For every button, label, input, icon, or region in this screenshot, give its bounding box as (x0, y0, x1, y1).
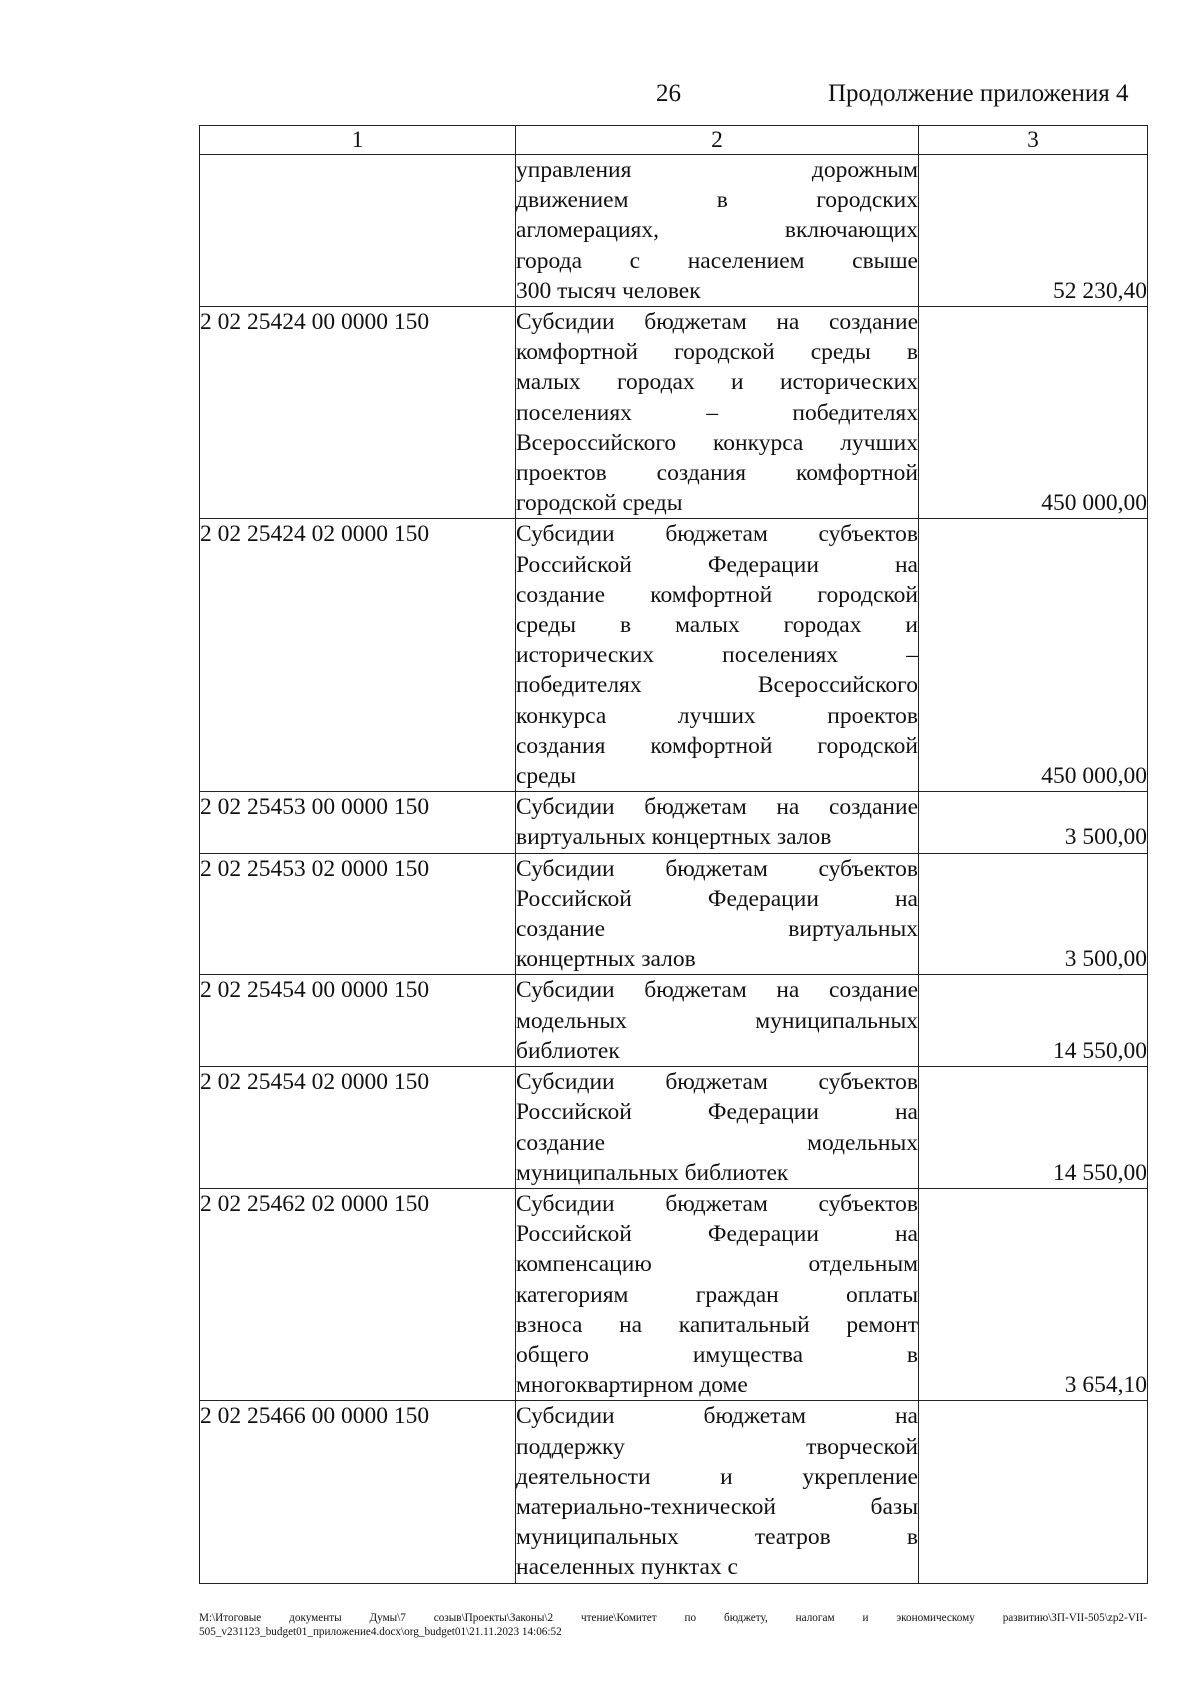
description-line: среды (516, 763, 577, 790)
description-line: конкурса лучших проектов (516, 702, 918, 729)
description-line: поселениях – победителях (516, 399, 918, 426)
description-line: создания комфортной городской (516, 732, 918, 759)
table-header-row (200, 126, 1148, 155)
income-code-cell: 2 02 25453 00 0000 150 (200, 792, 516, 853)
description-line: комфортной городской среды в (516, 339, 918, 366)
table-row (200, 975, 1148, 1067)
description-cell (516, 853, 919, 975)
description-cell (516, 792, 919, 853)
description-line: Российской Федерации на (516, 551, 918, 578)
description-line: поддержку творческой (516, 1433, 918, 1460)
description-line: концертных залов (516, 946, 696, 973)
description-line: победителях Всероссийского (516, 672, 918, 699)
income-code-cell: 2 02 25466 00 0000 150 (200, 1401, 516, 1583)
description-line: Субсидии бюджетам на создание (516, 309, 918, 336)
description-line: компенсацию отдельным (516, 1251, 918, 1278)
continuation-label: Продолжение приложения 4 (828, 80, 1129, 107)
description-line: общего имущества в (516, 1341, 918, 1368)
description-line: Субсидии бюджетам на создание (516, 977, 918, 1004)
table-row (200, 853, 1148, 975)
description-line: исторических поселениях – (516, 642, 918, 669)
column-header-1: 1 (200, 126, 516, 155)
income-code-cell: 2 02 25454 02 0000 150 (200, 1067, 516, 1189)
description-line: Российской Федерации на (516, 1221, 918, 1248)
description-line: взноса на капитальный ремонт (516, 1311, 918, 1338)
description-line: Субсидии бюджетам субъектов (516, 1069, 918, 1096)
page-number: 26 (656, 80, 681, 107)
description-line: Российской Федерации на (516, 885, 918, 912)
description-line: категориям граждан оплаты (516, 1281, 918, 1308)
income-code-cell (200, 155, 516, 307)
description-cell (516, 1401, 919, 1583)
table-row (200, 792, 1148, 853)
amount-cell (919, 1401, 1148, 1583)
budget-table (199, 125, 1148, 1584)
description-line: Российской Федерации на (516, 1099, 918, 1126)
amount-cell: 14 550,00 (919, 975, 1148, 1067)
description-line: малых городах и исторических (516, 369, 918, 396)
table-row (200, 1188, 1148, 1400)
description-cell (516, 975, 919, 1067)
description-line: проектов создания комфортной (516, 460, 918, 487)
description-line: многоквартирном доме (516, 1372, 748, 1399)
income-code-cell: 2 02 25424 00 0000 150 (200, 307, 516, 519)
amount-cell: 450 000,00 (919, 307, 1148, 519)
description-line: модельных муниципальных (516, 1007, 918, 1034)
description-line: городской среды (516, 490, 683, 517)
description-cell (516, 155, 919, 307)
description-line: Всероссийского конкурса лучших (516, 429, 918, 456)
description-line: материально-технической базы (516, 1493, 918, 1520)
description-line: города с населением свыше (516, 247, 918, 274)
table-row (200, 307, 1148, 519)
description-line: деятельности и укрепление (516, 1463, 918, 1490)
amount-cell: 52 230,40 (919, 155, 1148, 307)
description-line: Субсидии бюджетам на создание (516, 794, 918, 821)
description-line: движением в городских (516, 187, 918, 214)
income-code-cell: 2 02 25454 00 0000 150 (200, 975, 516, 1067)
income-code-cell: 2 02 25453 02 0000 150 (200, 853, 516, 975)
table-row (200, 155, 1148, 307)
description-line: 300 тысяч человек (516, 277, 701, 304)
description-line: управления дорожным (516, 157, 918, 183)
description-line: создание модельных (516, 1129, 918, 1156)
description-line: муниципальных театров в (516, 1524, 918, 1551)
description-line: агломерациях, включающих (516, 217, 918, 244)
amount-cell: 3 654,10 (919, 1188, 1148, 1400)
amount-cell: 14 550,00 (919, 1067, 1148, 1189)
amount-cell: 450 000,00 (919, 519, 1148, 792)
description-line: создание виртуальных (516, 916, 918, 943)
income-code-cell: 2 02 25462 02 0000 150 (200, 1188, 516, 1400)
description-cell (516, 519, 919, 792)
description-cell (516, 1067, 919, 1189)
description-line: Субсидии бюджетам субъектов (516, 1190, 918, 1217)
description-line: муниципальных библиотек (516, 1159, 789, 1186)
column-header-3: 3 (919, 126, 1148, 155)
description-line: Субсидии бюджетам субъектов (516, 521, 918, 548)
description-line: виртуальных концертных залов (516, 824, 832, 851)
description-line: среды в малых городах и (516, 612, 918, 639)
amount-cell: 3 500,00 (919, 792, 1148, 853)
description-line: Субсидии бюджетам на (516, 1403, 918, 1430)
amount-cell: 3 500,00 (919, 853, 1148, 975)
table-row (200, 1067, 1148, 1189)
description-line: библиотек (516, 1037, 620, 1064)
description-cell (516, 307, 919, 519)
document-path-footer: M:\Итоговые документы Думы\7 созыв\Проекты\Законы\2 чтение\Комитет по бюджету, налогам и экономическому развитию\ЗП-VII-505\zp2-VII-505_v231123_budget01_приложение4.docx\org_budget01\21.11.2023 14:06:52 (199, 1612, 1147, 1638)
income-code-cell: 2 02 25424 02 0000 150 (200, 519, 516, 792)
description-cell (516, 1188, 919, 1400)
table-row (200, 1401, 1148, 1583)
description-line: создание комфортной городской (516, 581, 918, 608)
description-line: Субсидии бюджетам субъектов (516, 855, 918, 882)
column-header-2: 2 (516, 126, 919, 155)
table-row (200, 519, 1148, 792)
description-line: населенных пунктах с (516, 1554, 738, 1581)
